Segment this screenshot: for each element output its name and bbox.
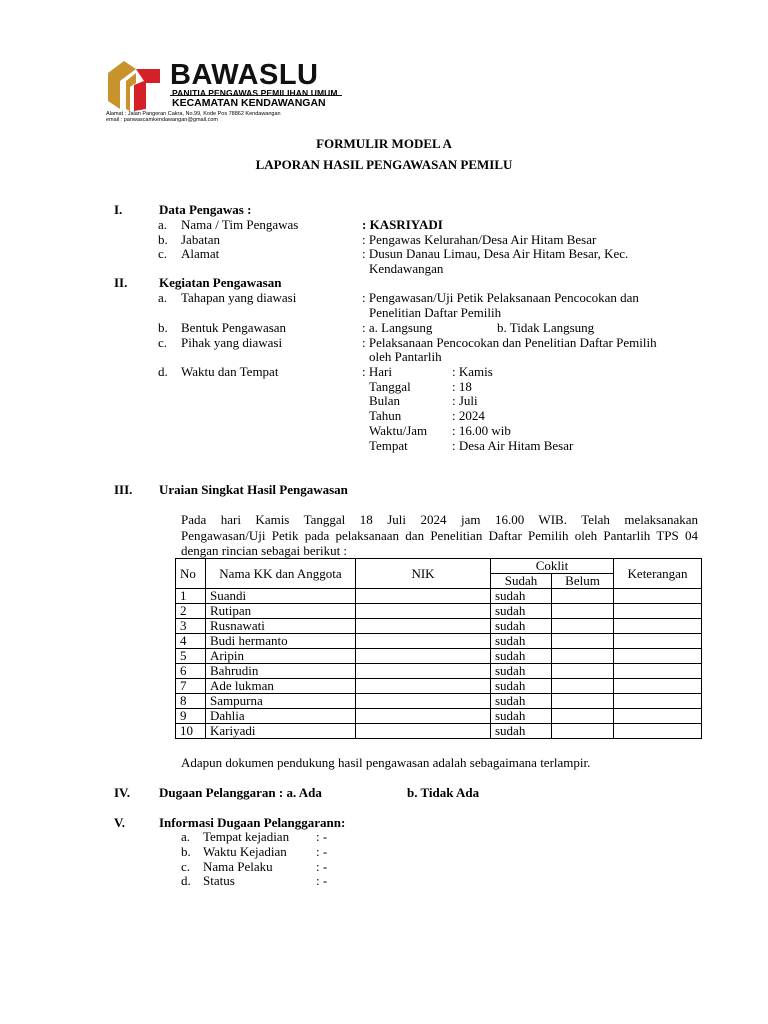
col-header-keterangan: Keterangan xyxy=(614,559,702,589)
cell-no: 7 xyxy=(176,679,206,694)
cell-nik xyxy=(356,709,491,724)
section-number: I. xyxy=(114,202,123,217)
table-row xyxy=(176,679,702,694)
field-label: Alamat xyxy=(181,246,220,261)
cell-no: 10 xyxy=(176,724,206,739)
time-value: : Desa Air Hitam Besar xyxy=(452,438,574,453)
cell-sudah: sudah xyxy=(491,679,552,694)
cell-no: 2 xyxy=(176,604,206,619)
section-number: V. xyxy=(114,815,125,830)
cell-belum xyxy=(552,664,614,679)
org-name: BAWASLU xyxy=(170,59,319,91)
violation-option-b: b. Tidak Ada xyxy=(407,785,480,800)
table-row xyxy=(176,694,702,709)
field-value: : a. Langsung xyxy=(362,320,433,335)
cell-sudah: sudah xyxy=(491,604,552,619)
form-subtitle: LAPORAN HASIL PENGAWASAN PEMILU xyxy=(255,157,513,172)
field-label: Pihak yang diawasi xyxy=(181,335,283,350)
cell-keterangan xyxy=(614,634,702,649)
field-value: : - xyxy=(316,829,328,844)
cell-no: 8 xyxy=(176,694,206,709)
time-value: : 18 xyxy=(452,379,472,394)
field-value-cont: Kendawangan xyxy=(369,261,444,276)
cell-no: 5 xyxy=(176,649,206,664)
time-key: Waktu/Jam xyxy=(369,423,428,438)
field-label: Bentuk Pengawasan xyxy=(181,320,287,335)
field-value-option: b. Tidak Langsung xyxy=(497,320,595,335)
cell-nik xyxy=(356,649,491,664)
item-letter: c. xyxy=(158,335,168,350)
field-label: Nama / Tim Pengawas xyxy=(181,217,299,232)
section-number: II. xyxy=(114,275,128,290)
cell-sudah: sudah xyxy=(491,694,552,709)
table-row xyxy=(176,634,702,649)
cell-sudah: sudah xyxy=(491,589,552,604)
cell-nik xyxy=(356,664,491,679)
paragraph-line: Pengawasan/Uji Petik pada pelaksanaan dan Penelitian Daftar Pemilih oleh Pantarlih TPS 04 xyxy=(181,527,698,543)
cell-nama: Bahrudin xyxy=(206,664,356,679)
field-value-cont: Penelitian Daftar Pemilih xyxy=(369,305,502,320)
field-value-cont: oleh Pantarlih xyxy=(369,349,442,364)
cell-belum xyxy=(552,649,614,664)
cell-keterangan xyxy=(614,649,702,664)
closing-text: Adapun dokumen pendukung hasil pengawasan adalah sebagaimana terlampir. xyxy=(181,755,591,770)
item-letter: b. xyxy=(158,232,168,247)
cell-sudah: sudah xyxy=(491,649,552,664)
field-label: Tahapan yang diawasi xyxy=(181,290,297,305)
time-key: Tanggal xyxy=(369,379,411,394)
section-heading: Kegiatan Pengawasan xyxy=(159,275,282,290)
cell-sudah: sudah xyxy=(491,724,552,739)
cell-no: 1 xyxy=(176,589,206,604)
table-row xyxy=(176,724,702,739)
cell-belum xyxy=(552,694,614,709)
cell-nama: Dahlia xyxy=(206,709,356,724)
cell-nama: Suandi xyxy=(206,589,356,604)
table-row xyxy=(176,604,702,619)
letterhead-rule xyxy=(170,95,342,96)
field-value: : KASRIYADI xyxy=(362,217,443,232)
cell-keterangan xyxy=(614,664,702,679)
col-header-belum: Belum xyxy=(552,574,614,589)
item-letter: b. xyxy=(158,320,168,335)
cell-keterangan xyxy=(614,619,702,634)
cell-keterangan xyxy=(614,694,702,709)
item-letter: a. xyxy=(158,290,168,305)
cell-keterangan xyxy=(614,679,702,694)
field-label: Waktu dan Tempat xyxy=(181,364,279,379)
cell-belum xyxy=(552,679,614,694)
cell-sudah: sudah xyxy=(491,664,552,679)
item-letter: a. xyxy=(181,829,191,844)
section-number: III. xyxy=(114,482,133,497)
cell-sudah: sudah xyxy=(491,709,552,724)
table-row xyxy=(176,649,702,664)
form-title: FORMULIR MODEL A xyxy=(316,136,452,151)
col-header-coklit: Coklit xyxy=(491,559,614,574)
cell-no: 6 xyxy=(176,664,206,679)
cell-belum xyxy=(552,709,614,724)
cell-nama: Budi hermanto xyxy=(206,634,356,649)
cell-keterangan xyxy=(614,709,702,724)
time-key: Tahun xyxy=(369,408,402,423)
time-key: Bulan xyxy=(369,393,401,408)
field-value: : - xyxy=(316,873,328,888)
field-value: : - xyxy=(316,844,328,859)
paragraph-line: dengan rincian sebagai berikut : xyxy=(181,543,348,558)
field-value: : Dusun Danau Limau, Desa Air Hitam Besar, Kec. xyxy=(362,246,629,261)
cell-keterangan xyxy=(614,604,702,619)
field-value: : Pengawasan/Uji Petik Pelaksanaan Pencocokan dan xyxy=(362,290,639,305)
bawaslu-logo-icon xyxy=(106,57,162,113)
field-value: : - xyxy=(316,859,328,874)
coklit-table xyxy=(175,558,702,739)
item-letter: b. xyxy=(181,844,191,859)
cell-nama: Sampurna xyxy=(206,694,356,709)
item-letter: d. xyxy=(181,873,191,888)
letterhead xyxy=(106,57,346,127)
cell-belum xyxy=(552,589,614,604)
time-value: : 2024 xyxy=(452,408,485,423)
col-header-nama: Nama KK dan Anggota xyxy=(206,559,356,589)
cell-nik xyxy=(356,634,491,649)
item-letter: a. xyxy=(158,217,168,232)
cell-sudah: sudah xyxy=(491,634,552,649)
address-line: Alamat : Jalan Pangeran Cakra, No.99, Kode Pos 78862 Kendawangan xyxy=(106,111,281,117)
field-value: : Pengawas Kelurahan/Desa Air Hitam Besar xyxy=(362,232,597,247)
cell-nama: Kariyadi xyxy=(206,724,356,739)
time-value: : Juli xyxy=(452,393,478,408)
paragraph-line: Pada hari Kamis Tanggal 18 Juli 2024 jam 16.00 WIB. Telah melaksanakan xyxy=(181,512,698,527)
cell-belum xyxy=(552,634,614,649)
cell-no: 4 xyxy=(176,634,206,649)
col-header-nik: NIK xyxy=(356,559,491,589)
item-letter: d. xyxy=(158,364,168,379)
table-row xyxy=(176,664,702,679)
section-heading: Informasi Dugaan Pelanggarann: xyxy=(159,815,346,830)
field-label: Status xyxy=(203,873,235,888)
item-letter: c. xyxy=(158,246,168,261)
cell-no: 3 xyxy=(176,619,206,634)
cell-nama: Rusnawati xyxy=(206,619,356,634)
table-row xyxy=(176,709,702,724)
time-key: : Hari xyxy=(362,364,392,379)
time-value: : 16.00 wib xyxy=(452,423,511,438)
section-heading: Dugaan Pelanggaran : a. Ada xyxy=(159,785,322,800)
section-heading: Uraian Singkat Hasil Pengawasan xyxy=(159,482,348,497)
cell-sudah: sudah xyxy=(491,619,552,634)
org-line2: KECAMATAN KENDAWANGAN xyxy=(172,97,326,109)
time-value: : Kamis xyxy=(452,364,493,379)
cell-keterangan xyxy=(614,589,702,604)
section-heading: Data Pengawas : xyxy=(159,202,252,217)
email-line: email : panwascamkendawangan@gmail.com xyxy=(106,117,218,123)
summary-paragraph xyxy=(181,512,698,559)
field-label: Jabatan xyxy=(181,232,220,247)
cell-belum xyxy=(552,724,614,739)
cell-belum xyxy=(552,619,614,634)
cell-keterangan xyxy=(614,724,702,739)
col-header-no: No xyxy=(176,559,206,589)
field-value: : Pelaksanaan Pencocokan dan Penelitian Daftar Pemilih xyxy=(362,335,657,350)
field-label: Nama Pelaku xyxy=(203,859,273,874)
cell-nama: Aripin xyxy=(206,649,356,664)
cell-nama: Ade lukman xyxy=(206,679,356,694)
col-header-sudah: Sudah xyxy=(491,574,552,589)
org-line1: PANITIA PENGAWAS PEMILIHAN UMUM xyxy=(172,88,338,98)
item-letter: c. xyxy=(181,859,191,874)
section-number: IV. xyxy=(114,785,131,800)
cell-nik xyxy=(356,724,491,739)
cell-nik xyxy=(356,619,491,634)
field-label: Waktu Kejadian xyxy=(203,844,287,859)
cell-no: 9 xyxy=(176,709,206,724)
cell-nik xyxy=(356,604,491,619)
cell-nik xyxy=(356,589,491,604)
cell-belum xyxy=(552,604,614,619)
field-label: Tempat kejadian xyxy=(203,829,290,844)
table-row xyxy=(176,619,702,634)
cell-nik xyxy=(356,694,491,709)
cell-nik xyxy=(356,679,491,694)
cell-nama: Rutipan xyxy=(206,604,356,619)
time-key: Tempat xyxy=(369,438,408,453)
table-row xyxy=(176,589,702,604)
